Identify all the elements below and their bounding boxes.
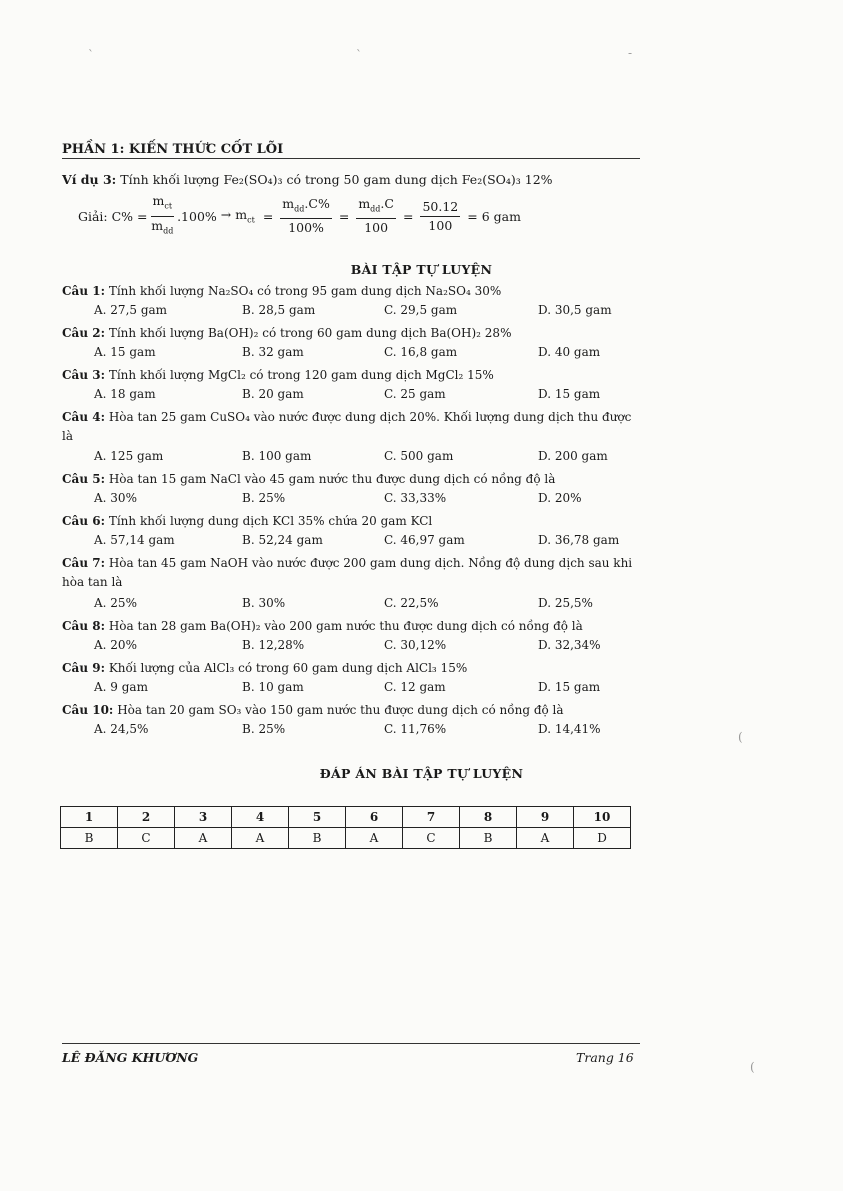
question-label: Câu 1:	[62, 284, 106, 298]
equals: =	[402, 208, 414, 224]
section-divider	[62, 158, 640, 159]
question-label: Câu 6:	[62, 514, 106, 528]
frac-num: m	[152, 193, 165, 208]
option-c: C. 33,33%	[384, 491, 447, 505]
answer-letter: B	[289, 828, 346, 849]
option-b: B. 25%	[242, 491, 286, 505]
options-2	[94, 345, 654, 364]
option-a: A. 27,5 gam	[94, 303, 168, 317]
option-a: A. 57,14 gam	[94, 533, 175, 547]
answer-number: 1	[61, 807, 118, 828]
options-4	[94, 449, 654, 468]
fraction-mdd-c-percent	[280, 196, 332, 237]
fraction-mct-mdd	[151, 193, 175, 239]
example-text: Tính khối lượng Fe₂(SO₄)₃ có trong 50 gam dung dịch Fe₂(SO₄)₃ 12%	[120, 172, 553, 187]
solution-result: = 6 gam	[467, 208, 521, 224]
question-label: Câu 10:	[62, 703, 114, 717]
answer-letter: D	[574, 828, 631, 849]
fraction-mdd-c	[356, 196, 396, 237]
frac-den: 100	[364, 220, 389, 236]
options-9	[94, 680, 654, 699]
fraction-numeric	[420, 199, 460, 234]
option-d: D. 25,5%	[538, 596, 593, 610]
frac-num: 50.12	[420, 199, 460, 217]
answer-number: 7	[403, 807, 460, 828]
question-8	[62, 617, 644, 636]
option-d: D. 200 gam	[538, 449, 608, 463]
question-text: Hòa tan 28 gam Ba(OH)₂ vào 200 gam nước thu được dung dịch có nồng độ là	[108, 619, 583, 633]
frac-num-sub: ct	[164, 201, 173, 211]
question-label: Câu 9:	[62, 661, 106, 675]
option-c: C. 46,97 gam	[384, 533, 465, 547]
option-a: A. 20%	[94, 638, 137, 652]
footer-page-number: Trang 16	[576, 1050, 634, 1065]
frac-den-sub: dd	[163, 226, 174, 235]
question-text: Hòa tan 25 gam CuSO₄ vào nước được dung dịch 20%. Khối lượng dung dịch thu được là	[62, 410, 632, 443]
solution-prefix: Giải: C% =	[78, 208, 148, 224]
option-d: D. 36,78 gam	[538, 533, 620, 547]
scan-mark: `	[356, 48, 362, 62]
example	[62, 172, 553, 187]
answer-number: 8	[460, 807, 517, 828]
equals: =	[262, 208, 274, 224]
option-a: A. 18 gam	[94, 387, 156, 401]
question-label: Câu 2:	[62, 326, 106, 340]
question-label: Câu 8:	[62, 619, 106, 633]
scan-mark: (	[738, 730, 743, 744]
frac-num-sub: dd	[294, 204, 305, 214]
options-3	[94, 387, 654, 406]
arrow-text: → m	[220, 207, 248, 223]
answer-letter: A	[232, 828, 289, 849]
question-label: Câu 4:	[62, 410, 106, 424]
footer-divider	[62, 1043, 640, 1044]
question-label: Câu 3:	[62, 368, 106, 382]
question-text: Tính khối lượng MgCl₂ có trong 120 gam dung dịch MgCl₂ 15%	[108, 368, 494, 382]
answer-number: 5	[289, 807, 346, 828]
option-d: D. 30,5 gam	[538, 303, 612, 317]
example-label: Ví dụ 3:	[62, 172, 117, 187]
answer-number: 6	[346, 807, 403, 828]
question-10	[62, 701, 644, 720]
answer-letter: C	[118, 828, 175, 849]
options-10	[94, 722, 654, 741]
option-d: D. 20%	[538, 491, 582, 505]
question-text: Hòa tan 20 gam SO₃ vào 150 gam nước thu được dung dịch có nồng độ là	[117, 703, 564, 717]
answer-letter: B	[61, 828, 118, 849]
question-text: Tính khối lượng dung dịch KCl 35% chứa 20 gam KCl	[108, 514, 433, 528]
answer-letter: C	[403, 828, 460, 849]
frac-num: m	[282, 195, 295, 211]
scan-mark: (	[750, 1060, 755, 1074]
question-text: Hòa tan 15 gam NaCl vào 45 gam nước thu được dung dịch có nồng độ là	[108, 472, 556, 486]
answer-letter: B	[460, 828, 517, 849]
option-a: A. 25%	[94, 596, 137, 610]
options-6	[94, 533, 654, 552]
answer-table	[60, 806, 631, 849]
options-1	[94, 303, 654, 322]
answer-table-header-row	[61, 807, 631, 828]
option-b: B. 100 gam	[242, 449, 312, 463]
question-text: Khối lượng của AlCl₃ có trong 60 gam dung dịch AlCl₃ 15%	[108, 661, 468, 675]
answer-letter: A	[517, 828, 574, 849]
arrow-sub: ct	[247, 215, 255, 225]
question-label: Câu 7:	[62, 556, 106, 570]
options-7	[94, 596, 654, 615]
option-b: B. 10 gam	[242, 680, 304, 694]
option-d: D. 40 gam	[538, 345, 601, 359]
question-label: Câu 5:	[62, 472, 106, 486]
answer-number: 3	[175, 807, 232, 828]
question-1	[62, 282, 644, 301]
answer-letter: A	[346, 828, 403, 849]
option-c: C. 11,76%	[384, 722, 447, 736]
option-d: D. 15 gam	[538, 387, 601, 401]
answer-letter: A	[175, 828, 232, 849]
option-b: B. 12,28%	[242, 638, 305, 652]
frac-num: m	[358, 195, 371, 211]
question-6	[62, 512, 644, 531]
option-b: B. 20 gam	[242, 387, 304, 401]
answer-number: 2	[118, 807, 175, 828]
frac-num-sub: dd	[370, 204, 381, 214]
option-a: A. 9 gam	[94, 680, 148, 694]
section-title: PHẦN 1: KIẾN THỨC CỐT LÕI	[62, 142, 284, 157]
option-b: B. 28,5 gam	[242, 303, 316, 317]
option-b: B. 52,24 gam	[242, 533, 323, 547]
question-text: Tính khối lượng Ba(OH)₂ có trong 60 gam dung dịch Ba(OH)₂ 28%	[108, 326, 512, 340]
solution-mult: .100%	[177, 208, 217, 224]
option-d: D. 14,41%	[538, 722, 601, 736]
scan-mark: -	[628, 46, 633, 60]
answer-number: 4	[232, 807, 289, 828]
option-a: A. 24,5%	[94, 722, 149, 736]
question-3	[62, 366, 644, 385]
question-text: Hòa tan 45 gam NaOH vào nước được 200 gam dung dịch. Nồng độ dung dịch sau khi hòa tan là	[62, 556, 633, 589]
question-4	[62, 408, 644, 446]
frac-den: 100%	[288, 220, 324, 236]
option-b: B. 25%	[242, 722, 286, 736]
answers-title: ĐÁP ÁN BÀI TẬP TỰ LUYỆN	[319, 766, 524, 781]
question-7	[62, 554, 644, 592]
option-a: A. 30%	[94, 491, 137, 505]
footer-author: LÊ ĐĂNG KHƯƠNG	[62, 1050, 199, 1065]
option-c: C. 29,5 gam	[384, 303, 458, 317]
answer-table-row	[61, 828, 631, 849]
option-c: C. 25 gam	[384, 387, 446, 401]
frac-num-tail: .C	[380, 195, 394, 211]
options-5	[94, 491, 654, 510]
arrow-icon	[221, 207, 255, 225]
scan-mark: `	[88, 48, 94, 62]
options-8	[94, 638, 654, 657]
option-a: A. 125 gam	[94, 449, 164, 463]
option-c: C. 22,5%	[384, 596, 439, 610]
frac-den: m	[151, 217, 164, 233]
answer-number: 9	[517, 807, 574, 828]
frac-num-tail: .C%	[304, 195, 330, 211]
option-c: C. 12 gam	[384, 680, 446, 694]
question-text: Tính khối lượng Na₂SO₄ có trong 95 gam dung dịch Na₂SO₄ 30%	[108, 284, 502, 298]
question-9	[62, 659, 644, 678]
answer-number: 10	[574, 807, 631, 828]
option-c: C. 30,12%	[384, 638, 447, 652]
option-d: D. 32,34%	[538, 638, 601, 652]
equals: =	[338, 208, 350, 224]
question-2	[62, 324, 644, 343]
option-b: B. 32 gam	[242, 345, 304, 359]
question-5	[62, 470, 644, 489]
option-a: A. 15 gam	[94, 345, 156, 359]
option-c: C. 500 gam	[384, 449, 454, 463]
exercises-title: BÀI TẬP TỰ LUYỆN	[350, 262, 493, 277]
frac-den: 100	[428, 217, 453, 233]
option-d: D. 15 gam	[538, 680, 601, 694]
option-b: B. 30%	[242, 596, 286, 610]
example-solution	[78, 193, 525, 236]
option-c: C. 16,8 gam	[384, 345, 458, 359]
